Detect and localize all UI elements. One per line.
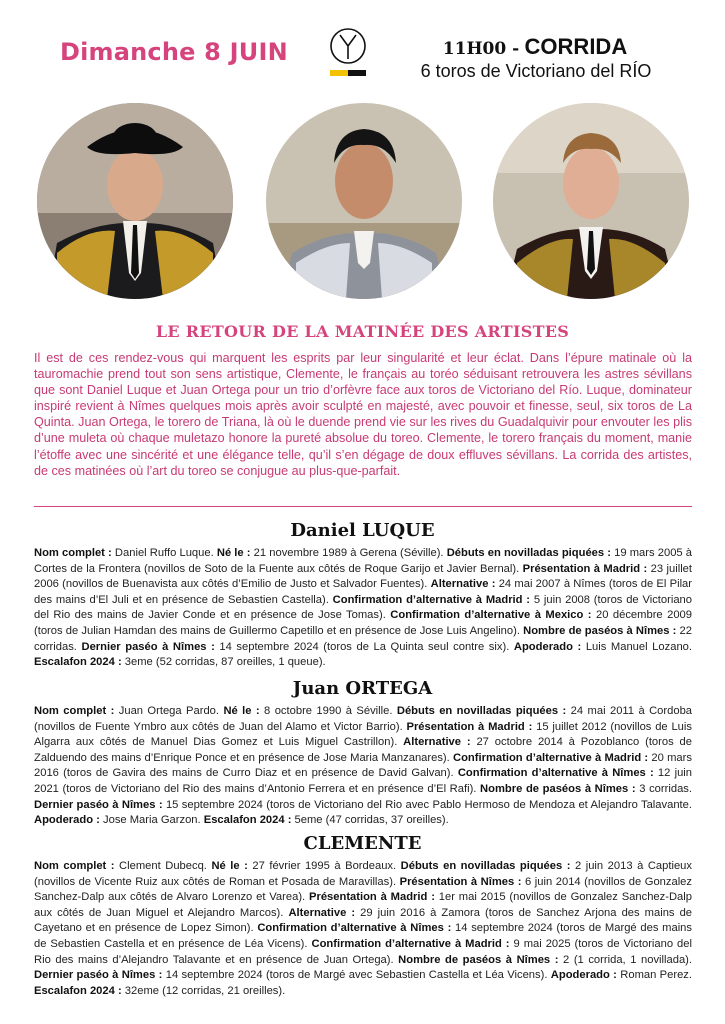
portrait-juan-ortega: [266, 103, 462, 299]
field-value: 2 juin 2013 à Captieux (novillos de Vicente Ruiz aux côtés de Roman et Posada de Maravillas).: [34, 860, 692, 888]
field-value: 14 septembre 2024 (toros de La Quinta seul contre six).: [214, 640, 514, 653]
field-value: 24 mai 2007 à Nîmes (toros de El Pilar des mains d’El Juli et en présence de Sebastien Castella).: [34, 578, 693, 606]
field-value: 20 décembre 2009 (toros de Julian Hamdan des mains de Guillermo Capetillo et en présence de Jose Luis Angelino).: [34, 609, 692, 637]
torero-name-luque: Daniel LUQUE: [290, 520, 435, 541]
field-label: Nombre de paséos à Nîmes :: [523, 624, 677, 637]
bio-ortega: [34, 704, 692, 829]
field-label: Présentation à Nîmes :: [399, 875, 522, 888]
field-label: Nombre de paséos à Nîmes :: [480, 782, 636, 795]
field-label: Dernier paséo à Nîmes :: [34, 798, 163, 811]
torero-name-ortega: Juan ORTEGA: [292, 678, 433, 699]
field-label: Présentation à Madrid :: [406, 720, 533, 733]
field-value: 29 juin 2016 à Zamora (toros de Sanchez Arjona des mains de Cayetano et en présence de Lopez Simon).: [34, 906, 693, 935]
field-value: 21 novembre 1989 à Gerena (Séville).: [250, 547, 447, 559]
field-value: 23 juillet 2006 (novillos de Buenavista aux côtés d’Emilio de Justo et Salvador Fuentes).: [34, 562, 693, 591]
field-label: Confirmation d’alternative à Nîmes :: [257, 922, 452, 935]
field-label: Apoderado :: [34, 814, 100, 827]
portrait-clemente: [493, 103, 689, 299]
field-label: Confirmation d’alternative à Nîmes :: [457, 767, 654, 780]
event-date: Dimanche 8 JUIN: [60, 38, 288, 66]
field-value: 24 mai 2011 à Cordoba (novillos de Fuente Ymbro aux côtés de Juan del Alamo et Victor Barrio).: [34, 705, 693, 733]
field-label: Apoderado :: [513, 640, 582, 653]
field-label: Nom complet :: [34, 547, 112, 559]
portrait-daniel-luque: [37, 103, 233, 299]
field-value: 3eme (52 corridas, 87 oreilles, 1 queue).: [121, 656, 326, 669]
field-label: Présentation à Madrid :: [522, 562, 648, 575]
field-value: Jose Maria Garzon.: [99, 814, 204, 827]
field-label: Débuts en novilladas piquées :: [396, 705, 567, 717]
field-value: Luis Manuel Lozano.: [581, 640, 692, 653]
field-label: Alternative :: [430, 578, 496, 591]
field-label: Escalafon 2024 :: [203, 814, 292, 827]
field-value: 14 septembre 2024 (toros de Margé avec Sebastien Castella et Léa Vicens).: [162, 969, 551, 982]
field-label: Dernier paséo à Nîmes :: [34, 969, 163, 982]
field-label: Apoderado :: [550, 969, 617, 982]
field-value: Juan Ortega Pardo.: [114, 705, 224, 717]
field-label: Dernier paséo à Nîmes :: [81, 640, 215, 653]
event-type: CORRIDA: [524, 34, 628, 59]
field-value: 15 septembre 2024 (toros de Victoriano del Rio avec Pablo Hermoso de Mendoza et Alejandro Talavante.: [162, 798, 692, 811]
field-value: 14 septembre 2024 (toros de Margé des mains de Sebastien Castella et en présence de Léa Vicens).: [34, 922, 692, 950]
event-bulls: 6 toros de Victoriano del RÍO: [420, 61, 652, 81]
field-value: 27 octobre 2014 à Pozoblanco (toros de Zalduendo des mains d’Enrique Ponce et en présence de Jose Maria Manzanares).: [34, 736, 693, 764]
event-time-title: [420, 34, 650, 60]
field-value: 27 février 1995 à Bordeaux.: [247, 860, 401, 872]
field-value: 5 juin 2008 (toros de Victoriano del Rio des mains de Javier Conde et en présence de Jose Tomas).: [34, 593, 692, 622]
field-value: 1er mai 2015 (novillos de Gonzalez Sanchez-Dalp aux côtés de Juan Miguel et Alejandro Marcos).: [34, 891, 692, 919]
field-label: Né le :: [211, 860, 248, 872]
field-value: 22 corridas.: [34, 624, 692, 653]
field-value: Roman Perez.: [616, 969, 693, 982]
bio-luque: [34, 546, 692, 671]
bio-clemente: [34, 859, 692, 999]
field-label: Débuts en novilladas piquées :: [446, 547, 611, 559]
headline: LE RETOUR DE LA MATINÉE DES ARTISTES: [155, 322, 570, 341]
field-value: 9 mai 2025 (toros de Victoriano del Rio des mains d’Alejandro Talavante et en présence de Juan Ortega).: [34, 937, 692, 966]
field-label: Présentation à Madrid :: [309, 891, 435, 904]
torero-name-clemente: CLEMENTE: [303, 833, 422, 854]
field-label: Confirmation d’alternative à Madrid :: [453, 751, 649, 764]
field-label: Escalafon 2024 :: [34, 984, 122, 997]
field-label: Escalafon 2024 :: [34, 656, 122, 669]
field-label: Confirmation d’alternative à Mexico :: [390, 609, 592, 622]
field-label: Débuts en novilladas piquées :: [400, 860, 571, 872]
divider: [34, 506, 692, 507]
field-value: 12 juin 2021 (toros de Victoriano del Rio des mains d’Antonio Ferrera et en présence d’El Rafi).: [34, 767, 692, 795]
field-value: 19 mars 2005 à Cortes de la Frontera (novillos de Soto de la Fuente aux côtés de Roque Garijo et Javier Bernal).: [34, 547, 693, 575]
event-time: 11H00 -: [442, 39, 520, 59]
intro-paragraph: Il est de ces rendez-vous qui marquent les esprits par leur singularité et leur éclat. Dans l’épure matinale où la tauromachie prend tout son sens artistique, Clemente, le français au toréo séduisant retrouvera les astres sévillans que sont Daniel Luque et Juan Ortega pour un trio d’orfèvre face aux toros de Victoriano del Río. Luque, dominateur inspiré revient à Nîmes quelques mois après avoir sculpté en majesté, avec pouvoir et finesse, seul, six toros de La Quinta. Juan Ortega, le torero de Triana, là où le duende prend vie sur les rives du Guadalquivir pour envouter les plis d’une muleta où chaque muletazo honore la pureté absolue du toreo. Clemente, le torero français du moment, manie l’étoffe avec une sincérité et une élégance telle, qu’il s’en dégage de doux effluves sévillans. La corrida des artistes, de ces matinées où l’art du toreo se conjugue au plus-que-parfait.: [34, 351, 692, 478]
field-label: Né le :: [223, 705, 260, 717]
field-value: 15 juillet 2012 (novillos de Luis Algarra aux côtés de Manuel Dias Gomez et Luis Miguel Castrillon).: [34, 720, 692, 749]
field-value: 5eme (47 corridas, 37 oreilles).: [291, 814, 449, 827]
field-value: Clement Dubecq.: [114, 860, 212, 872]
field-value: 20 mars 2016 (toros de Gavira des mains de Curro Diaz et en présence de David Galvan).: [34, 751, 692, 780]
field-label: Confirmation d’alternative à Madrid :: [311, 937, 510, 950]
y-logo-icon: [326, 26, 370, 86]
field-label: Nom complet :: [34, 705, 115, 717]
field-value: 3 corridas.: [635, 782, 692, 795]
field-label: Né le :: [216, 547, 251, 559]
field-value: 8 octobre 1990 à Séville.: [259, 705, 397, 717]
field-value: Daniel Ruffo Luque.: [111, 547, 217, 559]
field-value: 6 juin 2014 (novillos de Gonzalez Sanchez-Dalp aux côtés de Alvaro Lorenzo et Varea).: [34, 875, 692, 904]
field-label: Nombre de paséos à Nîmes :: [398, 953, 559, 966]
field-value: 2 (1 corrida, 1 novillada).: [558, 953, 693, 966]
field-value: 32eme (12 corridas, 21 oreilles).: [121, 984, 286, 997]
field-label: Nom complet :: [34, 860, 115, 872]
field-label: Confirmation d’alternative à Madrid :: [332, 593, 531, 606]
field-label: Alternative :: [403, 736, 471, 749]
field-label: Alternative :: [288, 906, 356, 919]
